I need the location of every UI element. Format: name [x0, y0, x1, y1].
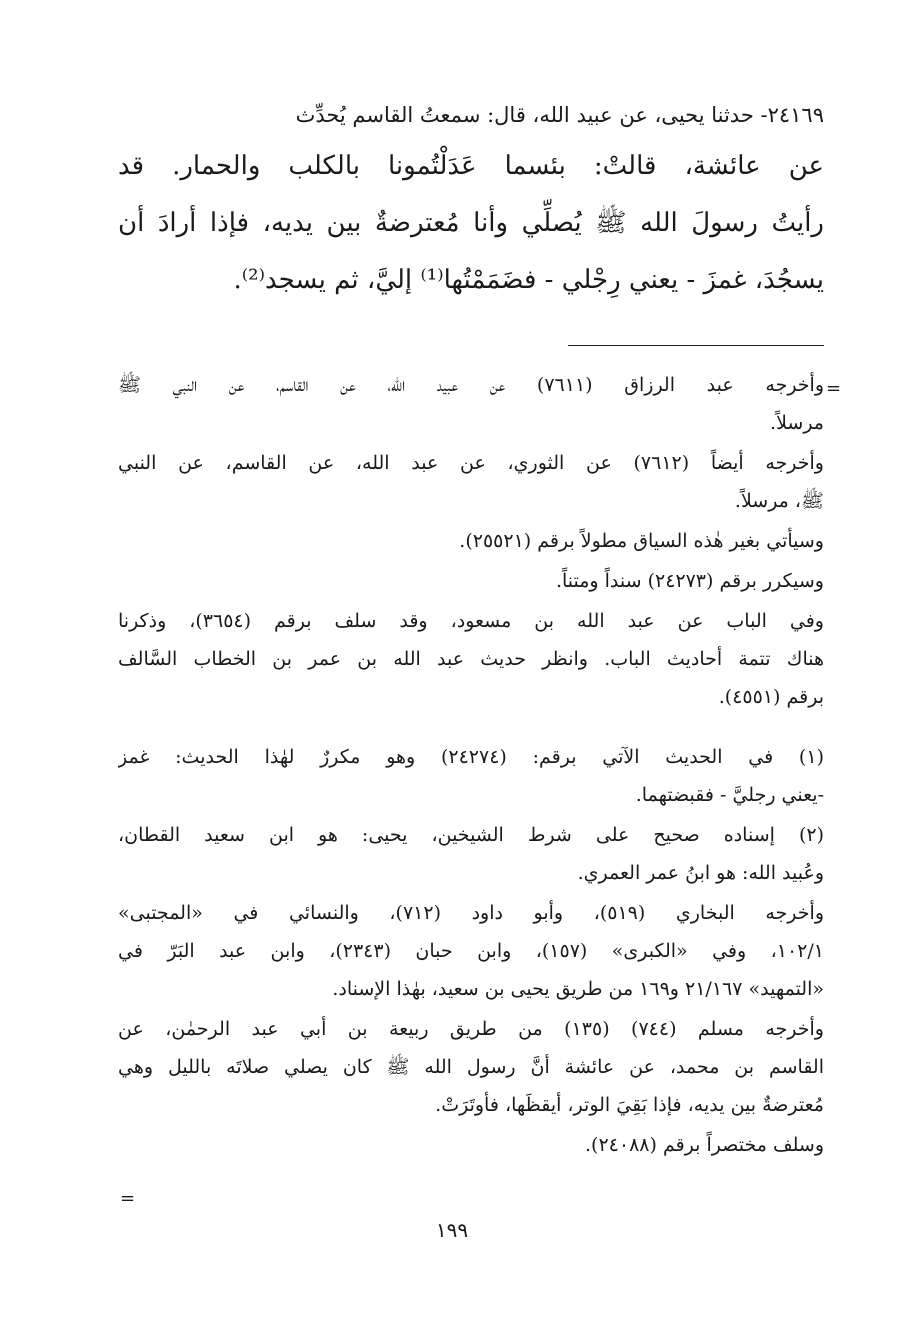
- footnote-line: مرسلاً.: [770, 412, 824, 434]
- page-number: ١٩٩: [435, 1218, 469, 1242]
- footnote-line: وأخرجه أيضاً (٧٦١٢) عن الثوري، عن عبد الله، عن القاسم، عن النبي: [118, 452, 824, 474]
- footnote-paragraph: [118, 738, 824, 814]
- footnote-line: وسيكرر برقم (٢٤٢٧٣) سنداً ومتناً.: [555, 570, 824, 592]
- footnote-paragraph: [118, 522, 824, 560]
- continuation-mark-top: =: [826, 378, 842, 399]
- footnote-separator: [568, 345, 824, 346]
- footnote-line: وفي الباب عن عبد الله بن مسعود، وقد سلف برقم (٣٦٥٤)، وذكرنا: [118, 610, 824, 632]
- footnote-line: وسلف مختصراً برقم (٢٤٠٨٨).: [585, 1134, 824, 1156]
- footnote-paragraph: [118, 602, 824, 716]
- footnote-line: «التمهيد» ٢١/١٦٧ و١٦٩ من طريق يحيى بن سعيد، بهٰذا الإسناد.: [332, 978, 824, 1000]
- continuation-mark-bottom: =: [120, 1188, 136, 1209]
- footnote-line: وسيأتي بغير هٰذه السياق مطولاً برقم (٢٥٥٢١).: [459, 530, 824, 552]
- footnote-paragraph: [118, 1126, 824, 1164]
- footnote-line: برقم (٤٥٥١).: [718, 686, 824, 708]
- footnote-line: -يعني رجليَّ - فقبضتهما.: [635, 784, 824, 806]
- footnote-line: وأخرجه مسلم (٧٤٤) (١٣٥) من طريق ربيعة بن أبي عبد الرحمٰن، عن: [118, 1018, 824, 1040]
- hadith-line: عن عائشة، قالتْ: بئسما عَدَلْتُمونا بالكلب والحمار. قد: [118, 151, 824, 181]
- footnote-line: (٢) إسناده صحيح على شرط الشيخين، يحيى: هو ابن سعيد القطان،: [118, 824, 824, 846]
- footnote-gap: [118, 718, 824, 738]
- footnote-line: (١) في الحديث الآتي برقم: (٢٤٢٧٤) وهو مكررٌ لهٰذا الحديث: غمز: [118, 746, 824, 768]
- hadith-line: رأيتُ رسولَ الله ﷺ يُصلِّي وأنا مُعترضةٌ بين يديه، فإذا أرادَ أن: [118, 208, 824, 238]
- footnote-paragraph: [118, 444, 824, 520]
- footnote-line: وأخرجه البخاري (٥١٩)، وأبو داود (٧١٢)، والنسائي في «المجتبى»: [118, 902, 824, 924]
- hadith-line: ٢٤١٦٩- حدثنا يحيى، عن عبيد الله، قال: سمعتُ القاسم يُحدِّث: [295, 103, 824, 127]
- footnote-paragraph: [118, 1010, 824, 1124]
- footnote-paragraph: [118, 894, 824, 1008]
- footnote-line: ﷺ، مرسلاً.: [734, 490, 824, 512]
- footnote-line: القاسم بن محمد، عن عائشة أنَّ رسول الله ﷺ كان يصلي صلاتَه بالليل وهي: [118, 1056, 824, 1078]
- footnote-line: مُعترضةٌ بين يديه، فإذا بَقِيَ الوتر، أيقظَها، فأوتَرَتْ.: [435, 1094, 824, 1116]
- hadith-text: [118, 92, 824, 309]
- footnote-line: ١٠٢/١، وفي «الكبرى» (١٥٧)، وابن حبان (٢٣٤٣)، وابن عبد البَرّ في: [118, 940, 824, 962]
- footnote-paragraph: [118, 816, 824, 892]
- footnote-paragraph: [118, 366, 824, 442]
- footnote-paragraph: [118, 562, 824, 600]
- footnote-line: وأخرجه عبد الرزاق (٧٦١١) عن عبيد الله، عن القاسم، عن النبي ﷺ: [118, 374, 824, 396]
- footnotes: [118, 366, 824, 1166]
- footnote-line: هناك تتمة أحاديث الباب. وانظر حديث عبد الله بن عمر بن الخطاب السَّالف: [118, 648, 824, 670]
- footnote-line: وعُبيد الله: هو ابنُ عمر العمري.: [577, 862, 824, 884]
- hadith-line: يسجُدَ، غمزَ - يعني رِجْلي - فضَمَمْتُها⁽¹⁾ إليَّ، ثم يسجد⁽²⁾.: [233, 265, 824, 295]
